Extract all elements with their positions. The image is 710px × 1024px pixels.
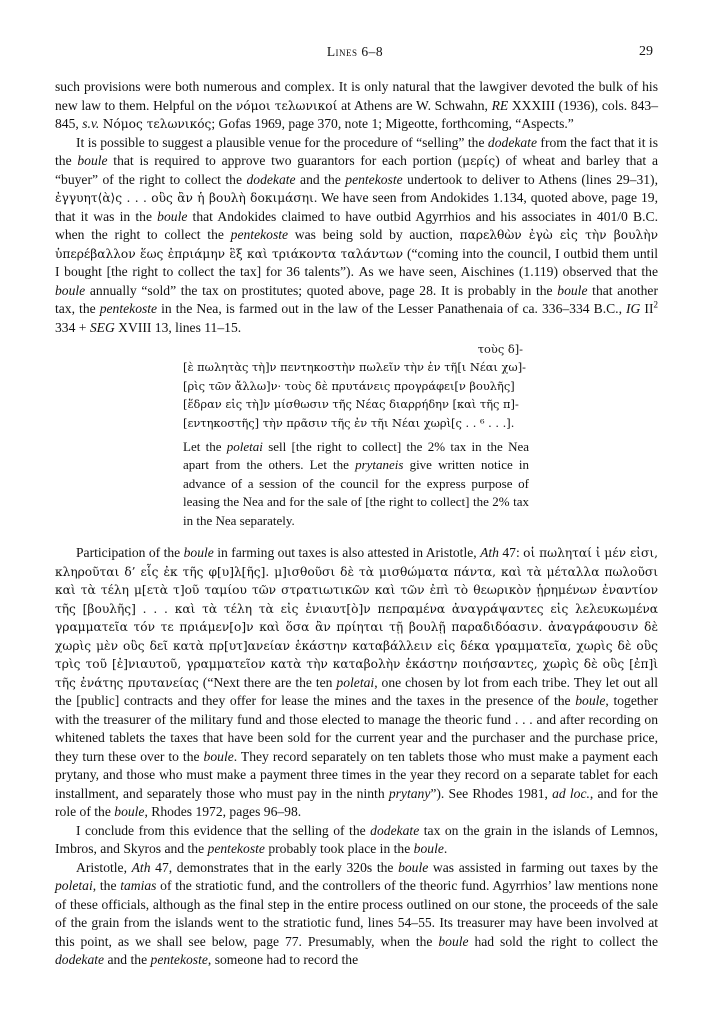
text-run: give written notice in advance of a session of the council for the express purpose of leasing the Nea and for the sale of [the right to collect] the 2% tax in the Nea separately. [183, 457, 529, 528]
text-run: tax on the grain in the islands of Lemnos, Imbros, and Skyros and the [55, 822, 658, 857]
italic-term: boule [438, 933, 469, 949]
inscription-line: [εντηκοστῆς] τὴν πρᾶσιν τῆς ἐν τῆι Νέαι χωρὶ[ς . . ⁶ . . .]. [183, 415, 515, 430]
italic-term: boule [55, 282, 86, 298]
text-run: , someone had to record the [207, 952, 359, 968]
inscription-line: [ὲ πωλητὰς τὴ]ν πεντηκοστὴν πωλεῖν τὴν ἐν τῆ[ι Νέαι χω]- [183, 360, 526, 375]
text-run: 47, demonstrates that in the early 320s the [150, 859, 399, 875]
inscription-translation [183, 438, 529, 530]
text-run: , [618, 301, 627, 316]
text-run: , together with the treasurer of the military fund and those elected to manage the theoric fund . . . and after recording on whitened tablets the taxes that have been sold for the current year and the purchaser and the purchase price, they turn these over to the [55, 693, 658, 764]
text-run: probably took place in the [264, 841, 414, 857]
text-run: had sold the right to collect the [468, 933, 658, 949]
era-abbreviation: B.C. [633, 208, 658, 224]
italic-term: pentekoste [99, 301, 158, 316]
italic-term: pentekoste [345, 171, 403, 187]
era-abbreviation: B.C. [593, 301, 619, 316]
inscription-line: [ρὶς τῶν ἄλλω]ν· τοὺς δὲ πρυτάνεις προγράφει[ν βουλῆς] [183, 378, 515, 393]
italic-term: tamias [120, 878, 157, 894]
text-run: such provisions were both numerous and complex. It is only natural that the lawgiver devoted the bulk of his new law to them. Helpful on the [55, 79, 658, 113]
superscript: 2 [653, 299, 658, 310]
italic-term: boule [557, 282, 588, 298]
text-run: of the stratiotic fund, and the controllers of the theoric fund. Agyrrhios’ law mentions none of these officials, although as the final step in the entire process outlined on our stone, the proceeds of the sale of the grain from the islands went to the stratiotic fund, lines 54–55. Its treasurer may have been involved at this point, as we shall see below, page 77. Presumably, when the [55, 878, 658, 949]
italic-term: boule [77, 153, 108, 168]
page-header [55, 44, 655, 64]
italic-term: prytaneis [355, 457, 404, 473]
page-number: 29 [639, 44, 653, 59]
greek-quotation: Νόμος τελωνικός [102, 117, 212, 131]
italic-term: boule [157, 208, 188, 224]
text-run: Let the [183, 439, 227, 455]
text-run: and the [295, 171, 346, 187]
text-run: 47: [498, 545, 524, 561]
italic-term: boule [575, 693, 606, 709]
italic-term: poletai [226, 439, 263, 455]
paragraph [55, 859, 658, 970]
italic-term: boule [413, 841, 444, 857]
text-run: was being sold by auction, [288, 227, 460, 242]
text-run: , the [92, 878, 121, 894]
text-run: that another tax, the [55, 282, 658, 316]
italic-term: s.v. [82, 116, 100, 131]
italic-term: pentekoste [207, 841, 265, 857]
italic-term: poletai [55, 878, 93, 894]
italic-term: pentekoste [230, 227, 289, 242]
italic-term: boule [183, 545, 214, 561]
italic-term: poletai [336, 674, 375, 690]
running-head: Lines 6–8 [326, 44, 384, 59]
italic-term: Ath [131, 859, 151, 875]
italic-term: boule [398, 859, 429, 875]
text-run: was assisted in farming out taxes by the [428, 859, 658, 875]
text-run: when the right to collect the [55, 227, 231, 242]
text-run: ) of wheat and barley that a “buyer” of the right to collect the [55, 153, 658, 187]
text-run: XXXIII (1936), cols. 843–845, [55, 97, 659, 131]
text-run: from the fact that it is the [55, 134, 658, 168]
text-run: Participation of the [76, 545, 184, 561]
italic-term: boule [203, 748, 234, 764]
text-run: Aristotle, [76, 859, 132, 875]
italic-term: dodekate [55, 952, 105, 968]
text-run: 334 + [55, 319, 90, 335]
text-run: ; Gofas 1969, page 370, note 1; Migeotte, forthcoming, “Aspects.” [211, 116, 574, 131]
text-run: , one chosen by lot from each tribe. They let out all the [public] contracts and they offer for lease the mines and the taxes in the presence of the [55, 674, 659, 709]
text-run: , and for the role of the [55, 785, 659, 820]
paragraph [55, 822, 658, 859]
text-run: . [443, 841, 448, 857]
italic-term: dodekate [370, 822, 420, 838]
italic-term: IG [626, 301, 641, 316]
paragraph [55, 544, 658, 822]
text-run: ”). See Rhodes 1981, [430, 785, 553, 801]
text-run: in farming out taxes is also attested in Aristotle, [213, 545, 481, 561]
text-run: (“Next there are the ten [198, 674, 337, 690]
paragraph [55, 134, 658, 338]
text-run: . We have seen from Andokides 1.134, quoted above, page 19, that it was in the [55, 190, 658, 224]
greek-quotation: μερίς [462, 154, 496, 168]
body-text [55, 78, 658, 970]
greek-quotation: παρελθὼν ἐγὼ εἰς τὴν βουλὴν ὑπερέβαλλον ἕως ἐπριάμην ἓξ καὶ τριάκοντα ταλάντων [55, 228, 658, 261]
italic-term: prytany [388, 785, 431, 801]
text-run: annually “sold” the tax on prostitutes; quoted above, page 28. It is probably in the [85, 282, 558, 298]
italic-term: boule [114, 804, 145, 820]
text-run: that is required to approve two guarantors for each portion ( [107, 153, 463, 168]
text-run: at Athens are W. Schwahn, [337, 97, 492, 113]
text-run: I conclude from this evidence that the selling of the [76, 822, 371, 838]
italic-term: Ath [480, 545, 499, 561]
text-run: and the [104, 952, 151, 968]
text-run: that Andokides claimed to have outbid Agyrrhios and his associates in 401/0 [187, 208, 634, 224]
inscription-line: [ἕδραν εἰς τὴ]ν μίσθωσιν τῆς Νέας διαρρήδην [καὶ τῆς π]- [183, 397, 519, 412]
text-run: XVIII 13, lines 11–15. [114, 319, 242, 335]
text-run: . They record separately on ten tablets those who must make a payment each prytany, and those who must make a payment three times in the year they record on a separate tablet for each installment, and separately those who must pay in the ninth [55, 748, 658, 801]
inscription-line: τοὺς δ]- [477, 342, 523, 356]
greek-quotation: νόμοι τελωνικοί [235, 98, 338, 113]
italic-term: RE [491, 97, 509, 113]
text-run: , Rhodes 1972, pages 96–98. [144, 804, 302, 820]
italic-term: pentekoste [150, 952, 208, 968]
italic-term: ad loc. [552, 785, 590, 801]
italic-term: dodekate [487, 134, 537, 150]
greek-quotation: ἐγγυητ⟨ὰ⟩ς . . . οὓς ἂν ἡ βουλὴ δοκιμάσηι [55, 191, 314, 205]
inscription-block [183, 340, 529, 432]
text-run: in the Nea, is farmed out in the law of the Lesser Panathenaia of ca. 336–334 [157, 301, 594, 316]
greek-quotation: οἱ πωληταί ἰ μέν εἰσι, κληροῦται δ’ εἷς ἐκ τῆς φ[υ]λ[ῆς]. μ]ισθοῦσι δὲ τὰ μισθώματα πάντα, καὶ τὰ μέταλλα πωλοῦσι καὶ τὰ τέλη μ[ετὰ τ]οῦ ταμίου τῶν στρατιωτικῶν καὶ τῶν ἐπὶ τὸ θεωρικὸν ᾑρημένων ἐναντίον τῆς [βουλῆς] . . . καὶ τὰ τέλη τὰ εἰς ἐνιαυτ[ὸ]ν πεπραμένα ἀναγράψαντες εἰς λελευκωμένα γραμματεῖα τόν τε πριάμεν[ο]ν καὶ ὅσα ἂν πρίηται τῇ βουλῇ παραδιδόασιν. ἀναγράφουσιν δὲ χωρὶς μὲν οὓς δεῖ κατὰ πρ[υτ]ανείαν ἑκάστην καταβάλλειν εἰς δέκα γραμματεῖα, χωρὶς δὲ οὓς τρὶς τοῦ [ἐ]νιαυτοῦ, γραμματεῖον κατὰ τὴν καταβολὴν ἑκάστην ποιήσαντες, χωρὶς δὲ οὓς [ἐπ]ὶ τῆς ἐνάτης πρυτανείας [55, 546, 659, 690]
text-run: II [640, 301, 654, 316]
text-run: undertook to deliver to Athens (lines 29–31), [402, 171, 658, 187]
text-run: It is possible to suggest a plausible venue for the procedure of “selling” the [76, 134, 488, 150]
text-run: sell [the right to collect] the 2% tax in the Nea apart from the others. Let the [183, 439, 529, 473]
italic-term: dodekate [246, 171, 296, 187]
text-run: (“coming into the council, I outbid them until I bought [the right to collect the tax] for 36 talents”). As we have seen, Aischines (1.119) observed that the [55, 245, 658, 279]
italic-term: SEG [89, 319, 115, 335]
paragraph [55, 78, 658, 134]
